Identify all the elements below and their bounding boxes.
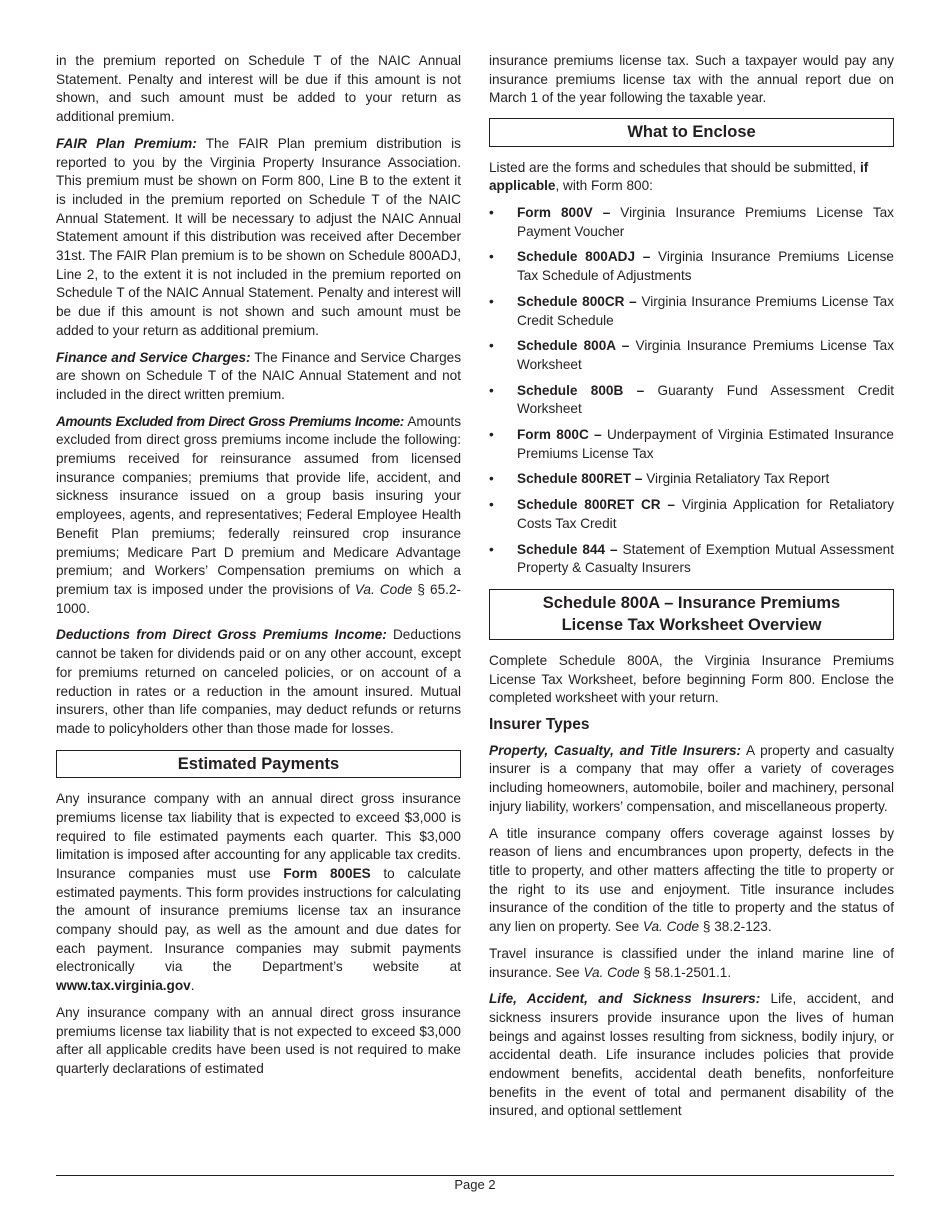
list-item xyxy=(489,337,894,374)
form-description: Virginia Retaliatory Tax Report xyxy=(642,471,830,487)
form-name: Form 800V – xyxy=(517,205,611,221)
form-description: Statement of Exemption Mutual Assessment Property & Casualty Insurers xyxy=(517,541,894,576)
travel-insurance-paragraph xyxy=(489,945,894,982)
overview-heading-line-1: Schedule 800A – Insurance Premiums xyxy=(542,593,841,612)
list-item xyxy=(489,541,894,578)
overview-paragraph: Complete Schedule 800A, the Virginia Insurance Premiums License Tax Worksheet, before beginning Form 800. Enclose the completed worksheet with your return. xyxy=(489,652,894,706)
list-item xyxy=(489,293,894,330)
bullet-icon: • xyxy=(489,293,494,309)
bullet-icon: • xyxy=(489,338,494,354)
schedule-800a-overview-heading xyxy=(489,589,894,640)
finance-charges-body: The Finance and Service Charges are shown on Schedule T of the NAIC Annual Statement and not included in the direct written premium. xyxy=(56,349,461,402)
fair-plan-body: The FAIR Plan premium distribution is reported to you by the Virginia Property Insurance Association. This premium must be shown on Form 800, Line B to the extent it is included in the premium reported on Schedule T of the NAIC Annual Statement. It will be necessary to adjust the NAIC Annual Statement amount if this distribution was received after December 31st. The FAIR Plan premium is to be shown on Schedule 800ADJ, Line 2, to the extent it is not included in the premium reported on Schedule T of the NAIC Annual Statement. Penalty and interest will be due if this amount is not shown and such amount must be added to your return as additional premium. xyxy=(56,135,461,338)
title-insurance-body: A title insurance company offers coverage against losses by reason of liens and encumbrances upon property, defects in the title to property, and other matters affecting the title to property or the right to its use and enjoyment. Title insurance includes insurance of the condition of the title to property and the status of any lien on property. See xyxy=(489,825,894,935)
estimated-payments-paragraph-1 xyxy=(56,790,461,996)
estimated-payments-paragraph-2: Any insurance company with an annual direct gross insurance premiums license tax liability that is not expected to exceed $3,000 after all applicable credits have been used is not required to make quarterly declarations of estimated xyxy=(56,1004,461,1076)
life-accident-paragraph xyxy=(489,990,894,1121)
enclose-intro xyxy=(489,159,894,196)
estimated-payments-heading: Estimated Payments xyxy=(56,750,461,779)
deductions-body: Deductions cannot be taken for dividends paid or on any other account, except for premiums returned on canceled policies, or on account of a reduction in rates or a reduction in the amount insured. Mutual insurers, other than life companies, may deduct refunds or returns made to policyholders other than those made for losses. xyxy=(56,627,461,736)
left-column xyxy=(56,52,461,1079)
form-name: Schedule 800CR – xyxy=(517,293,637,309)
form-description: Underpayment of Virginia Estimated Insurance Premiums License Tax xyxy=(517,427,894,461)
list-item xyxy=(489,496,894,533)
list-item xyxy=(489,470,894,489)
property-casualty-body: A property and casualty insurer is a company that may offer a variety of coverages including homeowners, automobile, boiler and machinery, personal injury liability, workers’ compensation, and miscellaneous property. xyxy=(489,742,894,814)
finance-charges-title: Finance and Service Charges: xyxy=(56,349,251,365)
form-name: Schedule 844 – xyxy=(517,541,618,557)
page-number: Page 2 xyxy=(454,1177,496,1192)
title-section: § 38.2-123. xyxy=(699,919,772,935)
bullet-icon: • xyxy=(489,249,494,265)
enclose-list xyxy=(489,204,894,578)
overview-heading-line-2: License Tax Worksheet Overview xyxy=(561,616,822,635)
insurer-types-heading: Insurer Types xyxy=(489,716,590,734)
form-name: Schedule 800B – xyxy=(517,382,645,398)
property-casualty-paragraph xyxy=(489,742,894,817)
excluded-section: § 65.2-1000. xyxy=(56,581,462,616)
form-description: Virginia Insurance Premiums License Tax Credit Schedule xyxy=(517,293,894,328)
life-accident-body: Life, accident, and sickness insurers provide insurance upon the lives of human beings and against losses resulting from sickness, bodily injury, or accidental death. Life insurance includes policies that provide endowment benefits, accidental death benefits, nonforfeiture benefits in the event of total and permanent disability of the insured, and optional settlement xyxy=(489,991,894,1119)
list-item xyxy=(489,248,894,285)
excluded-amounts-title: Amounts Excluded from Direct Gross Premiums Income: xyxy=(56,413,404,429)
form-description: Virginia Insurance Premiums License Tax Payment Voucher xyxy=(517,205,894,239)
deductions-title: Deductions from Direct Gross Premiums Income: xyxy=(56,627,387,643)
form-name: Schedule 800ADJ – xyxy=(517,249,651,265)
bullet-icon: • xyxy=(489,497,494,513)
title-va-code: Va. Code xyxy=(642,919,700,935)
right-column xyxy=(489,52,894,1121)
form-800es-label: Form 800ES xyxy=(283,865,371,881)
travel-section: § 58.1-2501.1. xyxy=(639,964,732,980)
bullet-icon: • xyxy=(489,471,494,487)
list-item xyxy=(489,204,894,241)
bullet-icon: • xyxy=(489,541,494,557)
bullet-icon: • xyxy=(489,205,494,221)
what-to-enclose-heading: What to Enclose xyxy=(489,118,894,147)
tax-website-link[interactable]: www.tax.virginia.gov xyxy=(56,978,191,994)
premium-continuation: in the premium reported on Schedule T of the NAIC Annual Statement. Penalty and interest will be due if this amount is not shown, and such amount must be added to your return as additional premium. xyxy=(56,53,461,125)
travel-insurance-body: Travel insurance is classified under the inland marine line of insurance. See xyxy=(489,945,894,980)
deductions-paragraph xyxy=(56,626,461,738)
form-description: Virginia Insurance Premiums License Tax Worksheet xyxy=(517,338,894,372)
form-name: Schedule 800A – xyxy=(517,338,630,354)
property-casualty-title: Property, Casualty, and Title Insurers: xyxy=(489,742,742,758)
form-name: Schedule 800RET CR – xyxy=(517,497,675,513)
bullet-icon: • xyxy=(489,382,494,398)
form-name: Form 800C – xyxy=(517,427,602,443)
list-item xyxy=(489,426,894,463)
excluded-amounts-body: Amounts excluded from direct gross premiums income include the following: premiums received for reinsurance assumed from licensed insurance companies; premiums that provide life, accident, and sickness insurance issued on a group basis insuring your employees, agents, and representatives; Federal Employee Health Benefit Plan premiums; federally reinsured crop insurance premiums; Medicare Part D premium and Medicare Advantage premium; and Workers’ Compensation premiums on which a premium tax is imposed under the provisions of xyxy=(56,413,461,597)
form-description: Virginia Application for Retaliatory Costs Tax Credit xyxy=(517,497,895,531)
travel-va-code: Va. Code xyxy=(583,964,640,980)
excluded-va-code: Va. Code xyxy=(354,581,413,597)
est-p1-text-a: Any insurance company with an annual direct gross insurance premiums license tax liability that is expected to exceed $3,000 is required to file estimated payments each quarter. This $3,000 limitation is imposed after accounting for any applicable tax credits. Insurance companies must use xyxy=(56,791,461,881)
finance-charges-paragraph xyxy=(56,349,461,405)
enclose-intro-c: , with Form 800: xyxy=(555,178,653,194)
form-name: Schedule 800RET – xyxy=(517,471,643,487)
bullet-icon: • xyxy=(489,427,494,443)
tax-continuation: insurance premiums license tax. Such a taxpayer would pay any insurance premiums license tax with the annual report due on March 1 of the year following the taxable year. xyxy=(489,53,894,106)
fair-plan-title: FAIR Plan Premium: xyxy=(56,135,197,151)
est-p1-end: . xyxy=(190,978,195,994)
fair-plan-paragraph xyxy=(56,135,461,341)
if-applicable-label: if applicable xyxy=(489,159,869,194)
excluded-amounts-paragraph xyxy=(56,413,461,619)
list-item xyxy=(489,382,894,419)
est-p1-text-b: to calculate estimated payments. This form provides instructions for calculating the amount of insurance premiums license tax an insurance company should pay, as well as the amount and due dates for each payment. Insurance companies may submit payments electronically via the Department’s website at xyxy=(56,865,462,975)
footer-divider xyxy=(56,1175,894,1176)
life-accident-title: Life, Accident, and Sickness Insurers: xyxy=(489,991,761,1007)
enclose-intro-a: Listed are the forms and schedules that should be submitted, xyxy=(489,159,861,175)
form-description: Virginia Insurance Premiums License Tax Schedule of Adjustments xyxy=(517,249,894,284)
form-description: Guaranty Fund Assessment Credit Worksheet xyxy=(517,382,895,417)
title-insurance-paragraph xyxy=(489,825,894,937)
